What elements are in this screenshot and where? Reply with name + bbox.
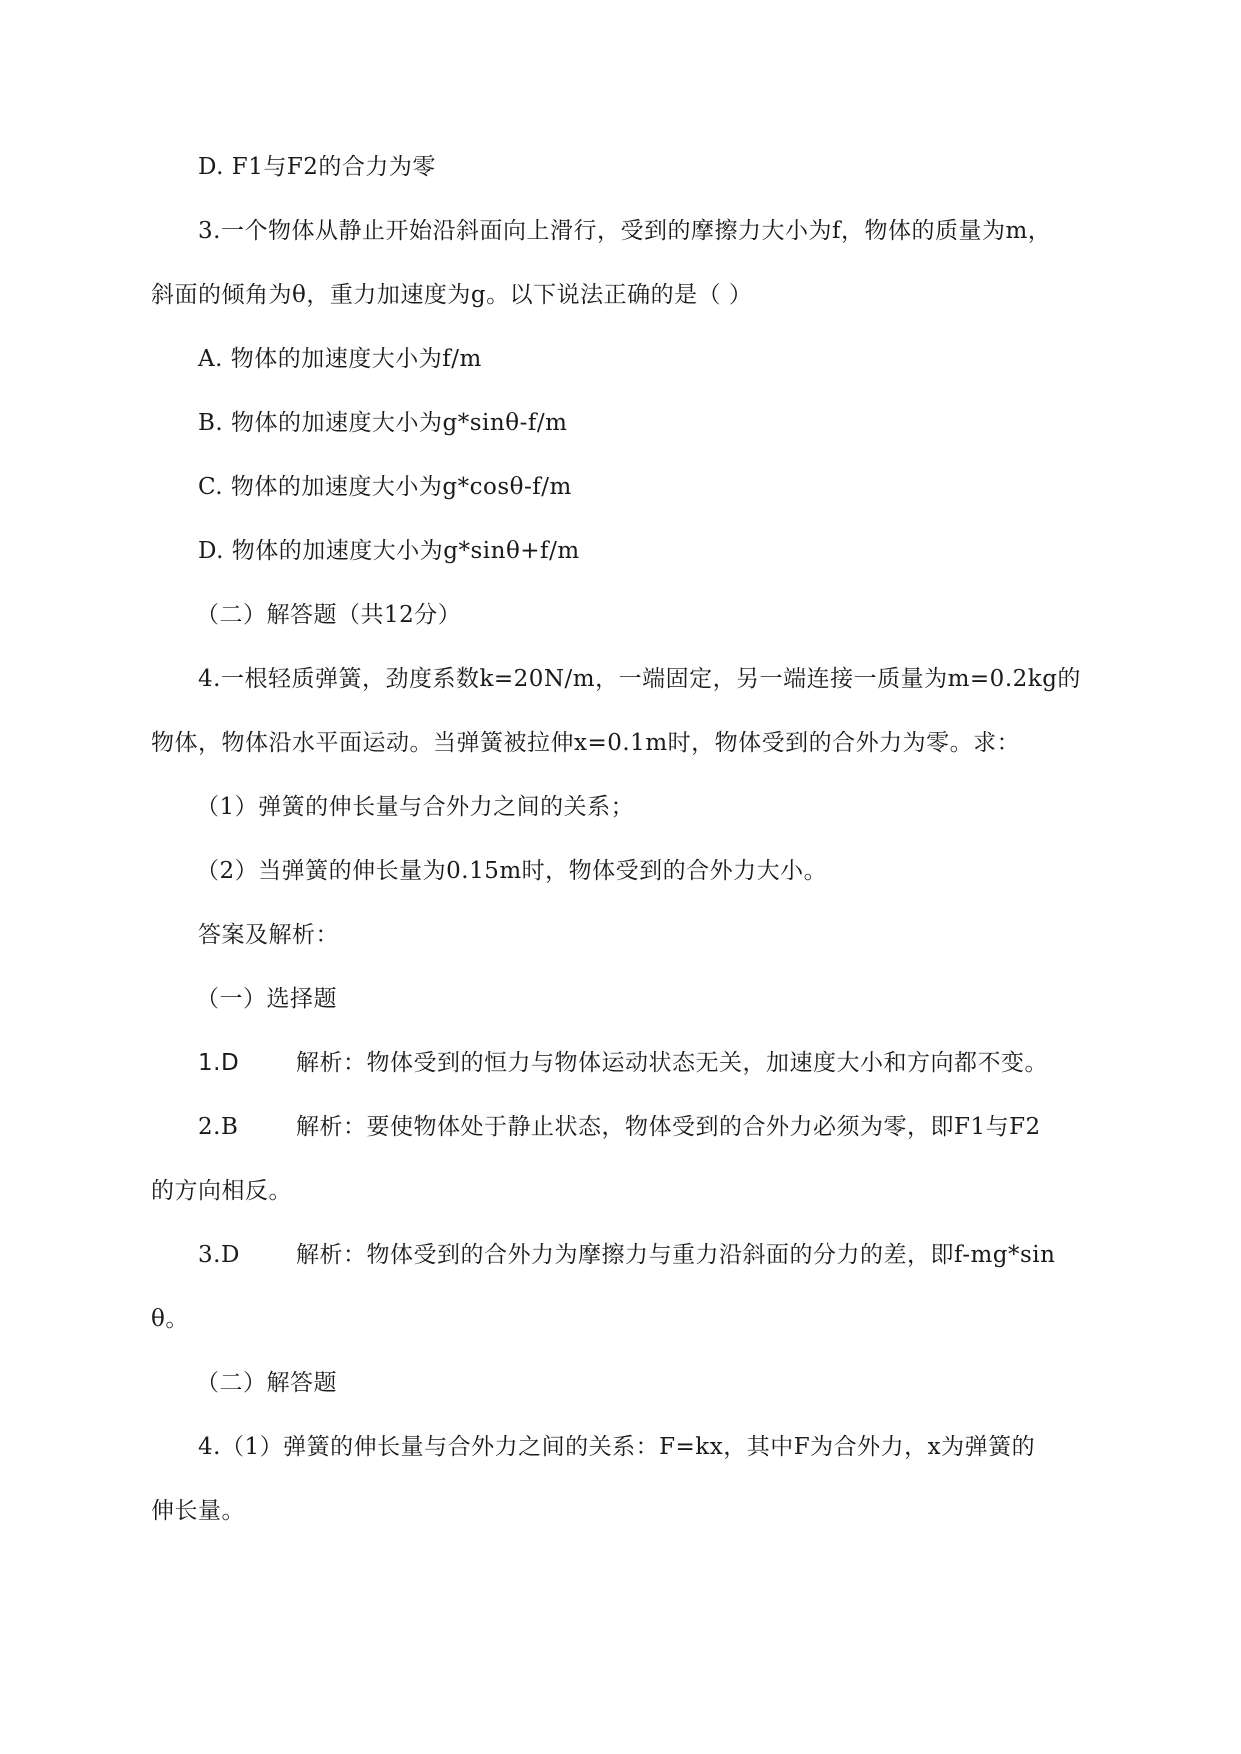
answers-section-problems: （二）解答题 xyxy=(196,1370,337,1396)
option-d-q3: D. 物体的加速度大小为g*sinθ+f/m xyxy=(198,538,580,564)
answers-section-choice: （一）选择题 xyxy=(196,986,337,1012)
section-heading-problems: （二）解答题（共12分） xyxy=(196,602,462,628)
answer-3-label: 3.D xyxy=(198,1242,240,1268)
answer-3-continuation: θ。 xyxy=(151,1306,189,1332)
answer-3-explanation: 解析：物体受到的合外力为摩擦力与重力沿斜面的分力的差，即f-mg*sin xyxy=(296,1242,1056,1268)
answer-3 xyxy=(198,1239,1055,1271)
question-4-line-2: 物体，物体沿水平面运动。当弹簧被拉伸x=0.1m时，物体受到的合外力为零。求： xyxy=(151,730,1021,756)
option-d-q2: D. F1与F2的合力为零 xyxy=(198,154,436,180)
answer-2 xyxy=(198,1111,1041,1143)
answer-4-line-2: 伸长量。 xyxy=(151,1498,245,1524)
question-3-line-1: 3.一个物体从静止开始沿斜面向上滑行，受到的摩擦力大小为f，物体的质量为m， xyxy=(198,218,1052,244)
answer-2-explanation: 解析：要使物体处于静止状态，物体受到的合外力必须为零，即F1与F2 xyxy=(296,1114,1041,1140)
question-4-line-1: 4.一根轻质弹簧，劲度系数k=20N/m，一端固定，另一端连接一质量为m=0.2kg的 xyxy=(198,666,1081,692)
question-4-part-1: （1）弹簧的伸长量与合外力之间的关系； xyxy=(196,794,635,820)
answer-1-label: 1.D xyxy=(198,1050,240,1076)
option-c-q3: C. 物体的加速度大小为g*cosθ-f/m xyxy=(198,474,572,500)
answers-heading: 答案及解析： xyxy=(198,922,339,948)
answer-1-explanation: 解析：物体受到的恒力与物体运动状态无关，加速度大小和方向都不变。 xyxy=(296,1050,1048,1076)
question-3-line-2: 斜面的倾角为θ，重力加速度为g。以下说法正确的是（ ） xyxy=(151,282,753,308)
option-a-q3: A. 物体的加速度大小为f/m xyxy=(198,346,482,372)
answer-4-line-1: 4.（1）弹簧的伸长量与合外力之间的关系：F=kx，其中F为合外力，x为弹簧的 xyxy=(198,1434,1036,1460)
answer-1 xyxy=(198,1047,1048,1079)
answer-2-label: 2.B xyxy=(198,1114,239,1140)
answer-2-continuation: 的方向相反。 xyxy=(151,1178,292,1204)
option-b-q3: B. 物体的加速度大小为g*sinθ-f/m xyxy=(198,410,568,436)
question-4-part-2: （2）当弹簧的伸长量为0.15m时，物体受到的合外力大小。 xyxy=(196,858,828,884)
